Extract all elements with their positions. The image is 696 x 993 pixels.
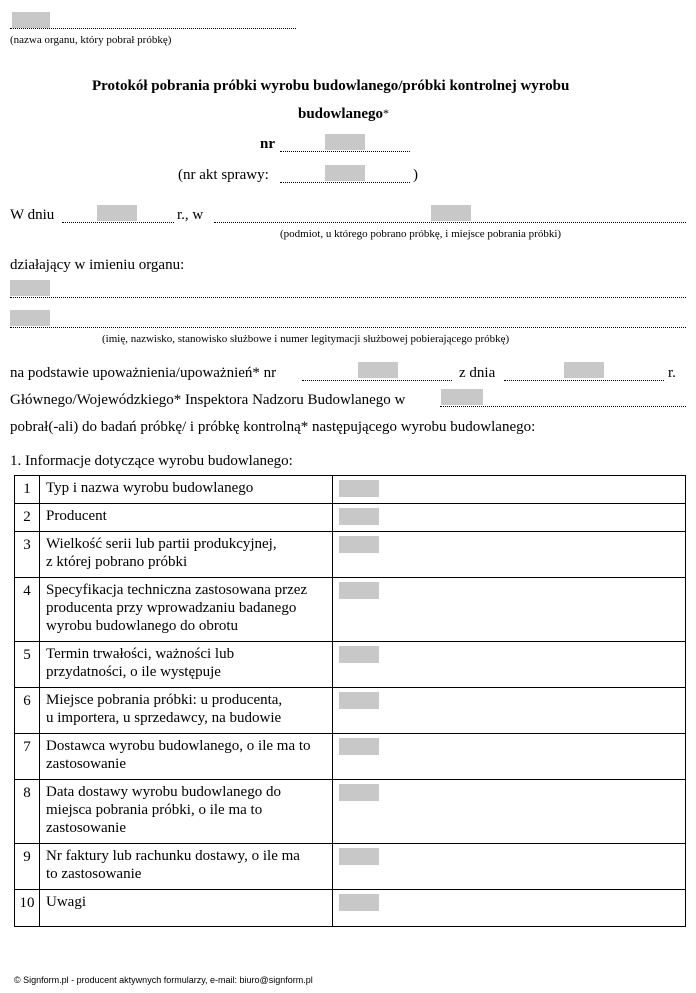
table-row — [15, 476, 686, 504]
protocol-number-dotline — [280, 151, 410, 152]
row-label: Producent — [40, 504, 333, 532]
product-info-table — [14, 475, 686, 927]
entity-place-caption: (podmiot, u którego pobrano próbkę, i miejsce pobrania próbki) — [280, 228, 562, 240]
row-label: Wielkość serii lub partii produkcyjnej, z której pobrano próbki — [40, 532, 333, 578]
case-number-label: (nr akt sprawy: — [178, 167, 269, 183]
document-title-line2-text: budowlanego — [298, 106, 384, 122]
row-number: 8 — [15, 780, 40, 844]
row-value-input[interactable] — [339, 738, 379, 755]
organ-name-input[interactable] — [12, 12, 50, 28]
organ-name-caption: (nazwa organu, który pobrał próbkę) — [10, 34, 172, 46]
authorization-date-suffix: r. — [668, 365, 676, 381]
row-number: 3 — [15, 532, 40, 578]
row-value-input[interactable] — [339, 894, 379, 911]
inspector-input-1[interactable] — [10, 280, 50, 296]
table-row — [15, 844, 686, 890]
row-value-input[interactable] — [339, 784, 379, 801]
row-number: 9 — [15, 844, 40, 890]
row-value-input[interactable] — [339, 582, 379, 599]
inspector-dotline-2 — [10, 327, 686, 328]
section-1-heading: 1. Informacje dotyczące wyrobu budowlanego: — [10, 453, 293, 469]
authorization-date-label: z dnia — [459, 365, 496, 381]
authorization-number-dotline — [302, 380, 452, 381]
table-row — [15, 780, 686, 844]
table-row — [15, 734, 686, 780]
table-row — [15, 890, 686, 927]
row-value-cell — [333, 642, 686, 688]
row-value-cell — [333, 844, 686, 890]
row-label: Nr faktury lub rachunku dostawy, o ile ma to zastosowanie — [40, 844, 333, 890]
date-label: W dniu — [10, 207, 55, 223]
row-number: 2 — [15, 504, 40, 532]
row-value-cell — [333, 504, 686, 532]
asterisk: * — [383, 106, 390, 120]
date-input[interactable] — [97, 205, 137, 221]
row-number: 6 — [15, 688, 40, 734]
row-number: 4 — [15, 578, 40, 642]
table-row — [15, 504, 686, 532]
protocol-number-input[interactable] — [325, 134, 365, 150]
row-label: Typ i nazwa wyrobu budowlanego — [40, 476, 333, 504]
authorization-date-input[interactable] — [564, 362, 604, 378]
row-value-input[interactable] — [339, 646, 379, 663]
on-behalf-label: działający w imieniu organu: — [10, 257, 185, 273]
row-label: Dostawca wyrobu budowlanego, o ile ma to zastosowanie — [40, 734, 333, 780]
date-suffix: r., w — [177, 207, 204, 223]
inspectorate-city-input[interactable] — [441, 389, 483, 405]
sample-taken-text: pobrał(-ali) do badań próbkę/ i próbkę kontrolną* następującego wyrobu budowlanego: — [10, 419, 536, 435]
row-number: 5 — [15, 642, 40, 688]
case-number-close: ) — [413, 167, 418, 183]
row-value-input[interactable] — [339, 848, 379, 865]
row-label: Termin trwałości, ważności lub przydatności, o ile występuje — [40, 642, 333, 688]
row-value-cell — [333, 688, 686, 734]
row-number: 1 — [15, 476, 40, 504]
row-label: Data dostawy wyrobu budowlanego do miejsca pobrania próbki, o ile ma to zastosowanie — [40, 780, 333, 844]
inspectorate-label: Głównego/Wojewódzkiego* Inspektora Nadzoru Budowlanego w — [10, 392, 406, 408]
row-number: 7 — [15, 734, 40, 780]
case-number-dotline — [280, 182, 410, 183]
document-title-line1: Protokół pobrania próbki wyrobu budowlanego/próbki kontrolnej wyrobu — [92, 78, 570, 94]
organ-name-dotline — [10, 28, 296, 29]
table-row — [15, 532, 686, 578]
inspector-input-2[interactable] — [10, 310, 50, 326]
row-value-cell — [333, 532, 686, 578]
table-row — [15, 642, 686, 688]
authorization-number-input[interactable] — [358, 362, 398, 378]
row-value-input[interactable] — [339, 536, 379, 553]
row-value-cell — [333, 578, 686, 642]
row-value-cell — [333, 890, 686, 927]
authorization-date-dotline — [504, 380, 664, 381]
row-value-cell — [333, 734, 686, 780]
table-row — [15, 688, 686, 734]
row-label: Miejsce pobrania próbki: u producenta, u importera, u sprzedawcy, na budowie — [40, 688, 333, 734]
row-number: 10 — [15, 890, 40, 927]
row-label: Specyfikacja techniczna zastosowana przez producenta przy wprowadzaniu badanego wyrobu budowlanego do obrotu — [40, 578, 333, 642]
table-row — [15, 578, 686, 642]
inspector-caption: (imię, nazwisko, stanowisko służbowe i numer legitymacji służbowej pobierającego próbkę) — [102, 333, 510, 345]
row-value-cell — [333, 780, 686, 844]
row-value-input[interactable] — [339, 692, 379, 709]
inspector-dotline-1 — [10, 297, 686, 298]
row-value-cell — [333, 476, 686, 504]
document-title-line2 — [298, 106, 389, 123]
date-dotline — [62, 222, 174, 223]
authorization-label: na podstawie upoważnienia/upoważnień* nr — [10, 365, 277, 381]
entity-place-input[interactable] — [431, 205, 471, 221]
inspectorate-city-dotline — [440, 406, 686, 407]
footer-note: © Signform.pl - producent aktywnych formularzy, e-mail: biuro@signform.pl — [14, 975, 313, 985]
row-label: Uwagi — [40, 890, 333, 927]
case-number-input[interactable] — [325, 165, 365, 181]
entity-place-dotline — [214, 222, 686, 223]
row-value-input[interactable] — [339, 480, 379, 497]
protocol-number-label: nr — [260, 136, 275, 152]
row-value-input[interactable] — [339, 508, 379, 525]
